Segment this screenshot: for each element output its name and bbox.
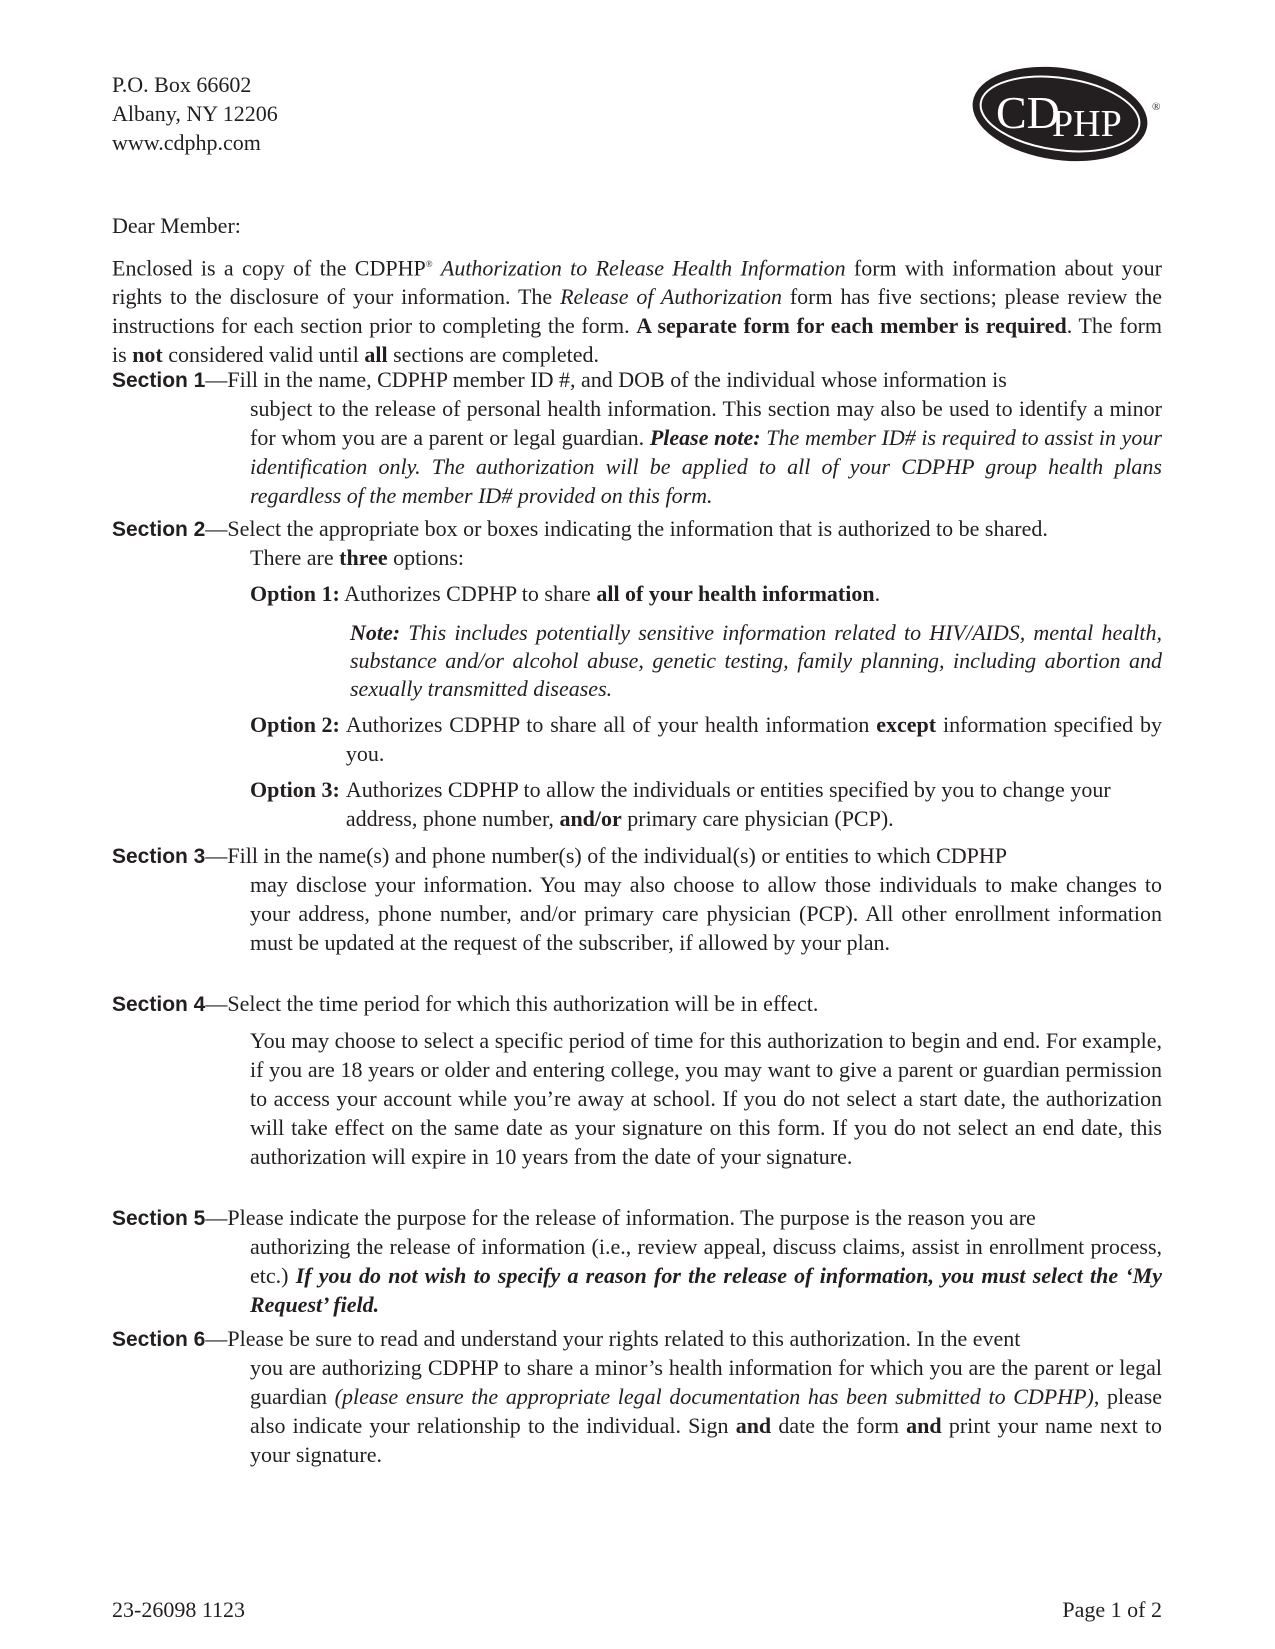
section-1-body: subject to the release of personal health information. This section may also be used to identify a minor for whom you are a parent or legal guardian. Please note: The member ID# is required to assist in your identification only. The authorization will be applied to all of your CDPHP group health plans regardless of the member ID# provided on this form. [250, 396, 1162, 508]
section-2-label: Section 2 [112, 518, 206, 541]
section-6: Section 6—Please be sure to read and understand your rights related to this authorization. In the event [112, 1326, 1021, 1351]
section-6-body: you are authorizing CDPHP to share a minor’s health information for which you are the parent or legal guardian (please ensure the appropriate legal documentation has been submitted to CDPHP), please also indicate your relationship to the individual. Sign and date the form and print your name next to your signature. [250, 1355, 1163, 1467]
website-link[interactable]: www.cdphp.com [112, 130, 261, 155]
address-line-2: Albany, NY 12206 [112, 101, 278, 126]
section-5-label: Section 5 [112, 1207, 206, 1230]
section-3: Section 3—Fill in the name(s) and phone number(s) of the individual(s) or entities to which CDPHP [112, 843, 1008, 868]
option-2-label: Option 2: [250, 712, 340, 737]
section-2-body: There are three options: [250, 545, 465, 570]
logo-php-text: PHP [1052, 103, 1122, 145]
section-1-label: Section 1 [112, 369, 206, 392]
salutation: Dear Member: [112, 213, 241, 238]
section-5-body: authorizing the release of information (i.e., review appeal, discuss claims, assist in enrollment process, etc.) If you do not wish to specify a reason for the release of information, you must select the ‘My Request’ field. [250, 1234, 1162, 1317]
section-4-body: You may choose to select a specific period of time for this authorization to begin and end. For example, if you are 18 years or older and entering college, you may want to give a parent or guardian permission to access your account while you’re away at school. If you do not select a start date, the authorization will take effect on the same date as your signature on this form. If you do not select an end date, this authorization will expire in 10 years from the date of your signature. [250, 1028, 1162, 1169]
option-2: Option 2: Authorizes CDPHP to share all of your health information except information specified by you. [250, 712, 1163, 766]
logo-registered-mark: ® [1152, 101, 1161, 113]
option-3: Option 3: Authorizes CDPHP to allow the individuals or entities specified by you to change your address, phone number, and/or primary care physician (PCP). [250, 777, 1111, 831]
section-4-label: Section 4 [112, 993, 206, 1016]
section-6-label: Section 6 [112, 1328, 206, 1351]
section-1: Section 1—Fill in the name, CDPHP member ID #, and DOB of the individual whose information is [112, 367, 1007, 392]
address-line-1: P.O. Box 66602 [112, 72, 252, 97]
intro-paragraph: Enclosed is a copy of the CDPHP® Authorization to Release Health Information form with information about your rights to the disclosure of your information. The Release of Authorization form has five sections; please review the instructions for each section prior to completing the form. A separate form for each member is required. The form is not considered valid until all sections are completed. [112, 255, 1163, 368]
section-3-body: may disclose your information. You may also choose to allow those individuals to make changes to your address, phone number, and/or primary care physician (PCP). All other enrollment information must be updated at the request of the subscriber, if allowed by your plan. [250, 872, 1162, 955]
section-5: Section 5—Please indicate the purpose for the release of information. The purpose is the reason you are [112, 1205, 1036, 1230]
page-number: Page 1 of 2 [1062, 1597, 1162, 1622]
logo-cd-text: CD [996, 87, 1060, 138]
section-4: Section 4—Select the time period for which this authorization will be in effect. [112, 991, 819, 1016]
section-2: Section 2—Select the appropriate box or boxes indicating the information that is authorized to be shared. [112, 516, 1048, 541]
section-3-label: Section 3 [112, 845, 206, 868]
return-address [112, 70, 278, 157]
option-1-label: Option 1: [250, 581, 340, 606]
cdphp-logo [968, 64, 1168, 176]
form-number: 23-26098 1123 [112, 1597, 246, 1622]
option-1: Option 1: Authorizes CDPHP to share all of your health information. [250, 581, 881, 606]
option-3-label: Option 3: [250, 777, 340, 802]
option-1-note: Note: This includes potentially sensitive information related to HIV/AIDS, mental health, substance and/or alcohol abuse, genetic testing, family planning, including abortion and sexually transmitted diseases. [350, 620, 1162, 701]
